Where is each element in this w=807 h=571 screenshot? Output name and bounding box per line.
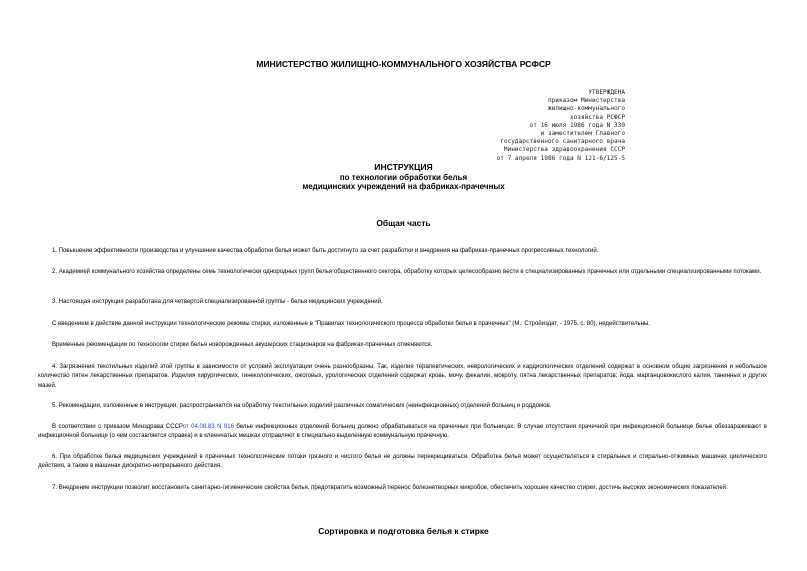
section-heading-general: Общая часть (376, 218, 431, 228)
paragraph-3: 3. Настоящая инструкция разработана для четвертой специализированной группы - белья медицинских учреждений. (52, 299, 383, 305)
paragraph-4: С введением в действие данной инструкции технологические режимы стирки, изложенные в "Правилах технологического процесса обработки белья в прачечных" (М.: Стройиздат, - 1975, с. 80), недействительны. (52, 321, 650, 327)
paragraph-8-end: белье инфекционных отделений больниц должно обрабатываться на прачечных при больницах. В случае отсутствия прачечной при инфекционной больнице белье обеззараживают в инфекционной больнице (о чем составляется справка) и в клеенчатых мешках отправляют в специально выделенную коммунальную прачечную. (38, 424, 767, 440)
order-link[interactable]: от 04.08.83 N 916 (182, 424, 234, 430)
title-line-3: медицинских учреждений на фабриках-прачечных (302, 182, 505, 192)
paragraph-7: 5. Рекомендации, изложенные в инструкции, распространяются на обработку текстильных изделий различных соматических (неинфекционных) отделений больниц и роддомов. (52, 403, 552, 409)
paragraph-5: Временные рекомендации по технологии стирки белья новорожденных акушерских стационаров на фабриках-прачечных отменяются. (52, 342, 433, 348)
document-title (0, 163, 807, 192)
paragraph-1: 1. Повышение эффективности производства и улучшение качества обработки белья может быть достигнуто за счет разработки и внедрения на фабриках-прачечных прогрессивных технологий. (52, 248, 599, 254)
title-line-2: по технологии обработки белья (339, 172, 468, 182)
approval-line: Министерства здравоохранения СССР (503, 146, 625, 154)
approval-line: от 7 апреля 1986 года N 121-6/125-5 (496, 154, 625, 162)
approval-line: и заместителем Главного (540, 130, 625, 138)
paragraph-10: 7. Внедрение инструкции позволит восстановить санитарно-гигиенические свойства белья, предотвратить возможный перенос болезнетворных микробов, обеспечить хорошее качество стирки, достичь высоких экономических показателей. (52, 485, 728, 491)
approval-line: приказом Министерства (547, 97, 625, 105)
paragraph-8-start: В соответствии с приказом Минздрава СССР (52, 424, 183, 430)
paragraph-8 (38, 423, 767, 442)
paragraph-2: 2. Академией коммунального хозяйства определены семь технологически однородных групп белья общественного сектора, обработку которых целесообразно вести в специализированных прачечных или отдельными специализированными потоками. (52, 269, 762, 275)
approval-line: жилищно-коммунального (547, 105, 625, 113)
paragraph-9: 6. При обработке белья медицинских учреждений в прачечных технологические потоки грязного и чистого белья не должны перекрещиваться. Обработка белья может осуществляться в стиральных и стирально-отжимных машинах циклического действия, а также в машинах дискретно-непрерывного действия. (38, 454, 767, 470)
approval-stamp (497, 89, 625, 163)
approval-line: государственного санитарного врача (500, 138, 625, 146)
approval-line: УТВЕРЖДЕНА (588, 89, 625, 96)
title-main: ИНСТРУКЦИЯ (374, 162, 433, 172)
paragraph-6: 4. Загрязнения текстильных изделий этой группы в зависимости от условий эксплуатации очень разнообразны. Так, изделия терапевтических, неврологических и кардиологических отделений содержат в основном общие загрязнения и небольшое количество пятен лекарственных препаратов. Изделия хирургических, гинекологических, ожоговых, урологических отделений содержат кровь, мочу, фекалии, мокроту, пятна лекарственных препаратов; йода, марганцовокислого калия, танинных и других мазей. (38, 364, 767, 389)
ministry-heading: МИНИСТЕРСТВО ЖИЛИЩНО-КОММУНАЛЬНОГО ХОЗЯЙСТВА РСФСР (256, 59, 551, 69)
section-heading-sorting: Сортировка и подготовка белья к стирке (318, 526, 489, 536)
approval-line: от 16 июля 1986 года N 330 (529, 121, 625, 129)
approval-line: хозяйства РСФСР (569, 113, 625, 121)
